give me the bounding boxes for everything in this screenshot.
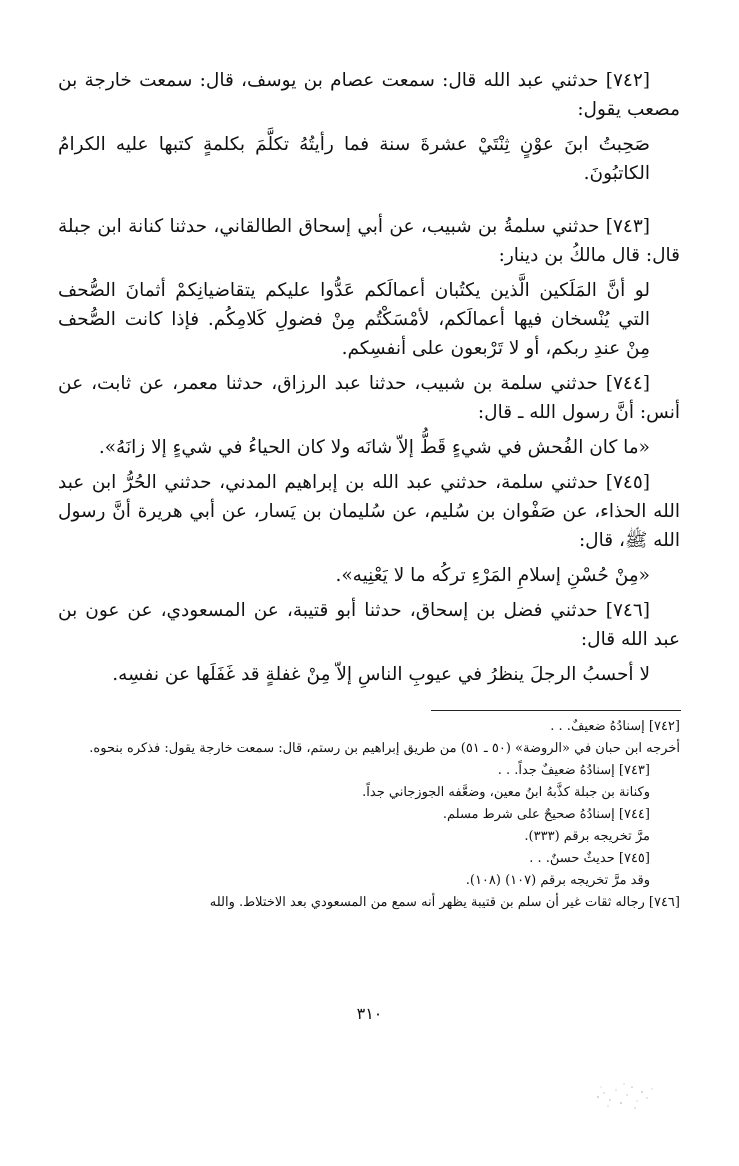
- paragraph-742-quote: صَحِبتُ ابنَ عوْنٍ ثِنْتَيْ عشرةَ سنة فما رأيتُهُ تكلَّمَ بكلمةٍ كتبها عليه الكرامُ الكاتبُونَ.: [58, 134, 650, 184]
- footnote-746-grade: [٧٤٦] رجاله ثقات غير أن سلم بن قتيبة يظهر أنه سمع من المسعودي بعد الاختلاط. والله: [209, 895, 680, 910]
- paragraph-745-isnad: [٧٤٥] حدثني سلمة، حدثني عبد الله بن إبراهيم المدني، حدثني الحُرُّ ابن عبد الله الحذاء، عن صَفْوان بن سُليم، عن سُليمان بن يَسار، عن أبي هريرة أنَّ رسول الله ﷺ، قال:: [58, 472, 680, 551]
- paragraph-742-isnad: [٧٤٢] حدثني عبد الله قال: سمعت عصام بن يوسف، قال: سمعت خارجة بن مصعب يقول:: [58, 70, 680, 120]
- paragraph-746-quote: لا أحسبُ الرجلَ ينظرُ في عيوبِ الناسِ إلاّ مِنْ غفلةٍ قد غَفَلَها عن نفسِه.: [112, 664, 650, 685]
- footnote-744-takhrij: مرَّ تخريجه برقم (٣٣٣).: [524, 829, 650, 844]
- footnote-743-detail: وكنانة بن جبلة كذَّبهُ ابنُ معين، وضعَّفه الجوزجاني جداً.: [362, 785, 650, 800]
- paragraph-744-isnad: [٧٤٤] حدثني سلمة بن شبيب، حدثنا عبد الرزاق، حدثنا معمر، عن ثابت، عن أنس: أنَّ رسول الله ـ قال:: [58, 373, 680, 423]
- page-number: ٣١٠: [356, 1004, 383, 1023]
- footnote-743-grade: [٧٤٣] إسنادُهُ ضعيفٌ جداً. . .: [497, 763, 650, 778]
- footnote-742-grade: [٧٤٢] إسنادُهُ ضعيفٌ. . .: [550, 719, 680, 734]
- paragraph-745-hadith: «مِنْ حُسْنِ إسلامِ المَرْءِ تركُه ما لا يَعْنِيه».: [335, 565, 650, 586]
- footnote-745-takhrij: وقد مرَّ تخريجه برقم (١٠٧) (١٠٨).: [465, 873, 650, 888]
- paragraph-744-hadith: «ما كان الفُحش في شيءٍ قَطُّ إلاّ شانَه ولا كان الحياءُ في شيءٍ إلا زانَهُ».: [98, 437, 650, 458]
- footnote-742-takhrij: أخرجه ابن حبان في «الروضة» (٥٠ ـ ٥١) من طريق إبراهيم بن رستم، قال: سمعت خارجة يقول: فذكره بنحوه.: [89, 741, 680, 756]
- main-text: [58, 66, 680, 695]
- footnote-745-grade: [٧٤٥] حديثٌ حسنٌ. . .: [529, 851, 650, 866]
- paragraph-743-isnad: [٧٤٣] حدثني سلمةُ بن شبيب، عن أبي إسحاق الطالقاني، حدثنا كنانة ابن جبلة قال: قال مالكُ بن دينار:: [58, 216, 680, 266]
- footnote-744-grade: [٧٤٤] إسنادُهُ صحيحٌ على شرط مسلم.: [442, 807, 650, 822]
- footnote-divider: [431, 710, 681, 711]
- paragraph-743-quote: لو أنَّ المَلَكين الَّذين يكتُبان أعمالَكم عَدُّوا عليكم يتقاضيانِكمْ أثمانَ الصُّحف التي يُنْسخان فيها أعمالَكم، لأمْسَكْتُم مِنْ فضولِ كَلامِكُم. فإذا كانت الصُّحف مِنْ عندِ ربكم، أو لا تَرْبعون على أنفسِكم.: [58, 280, 650, 359]
- paragraph-746-isnad: [٧٤٦] حدثني فضل بن إسحاق، حدثنا أبو قتيبة، عن المسعودي، عن عون بن عبد الله قال:: [58, 600, 680, 650]
- footnotes: [58, 716, 680, 914]
- scan-speckle-icon: [590, 1075, 660, 1115]
- paragraph-gap: [58, 194, 680, 212]
